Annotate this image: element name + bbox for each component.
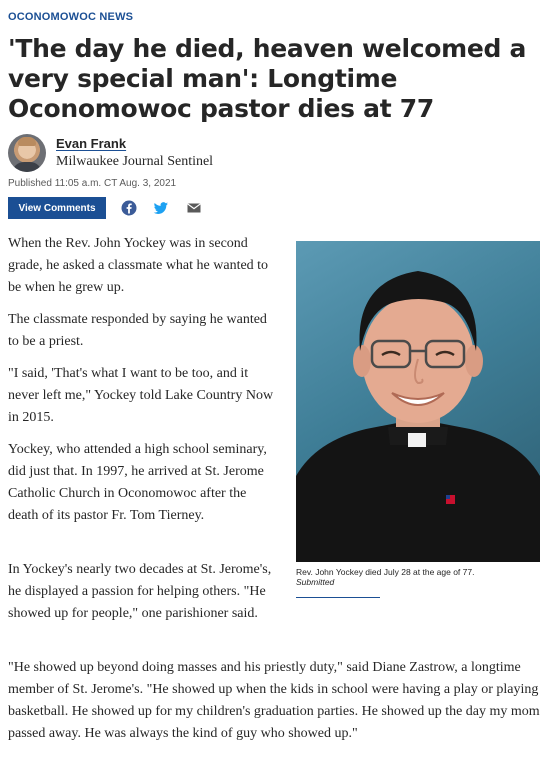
avatar-shirt (12, 162, 42, 172)
author-avatar[interactable] (8, 134, 46, 172)
article-photo[interactable] (296, 241, 540, 562)
avatar-hair (18, 137, 36, 146)
article-actions (8, 197, 308, 219)
caption-divider (296, 597, 380, 598)
photo-caption: Rev. John Yockey died July 28 at the age of 77. (296, 567, 475, 577)
headline: 'The day he died, heaven welcomed a very special man': Longtime Oconomowoc pastor dies at 77 (8, 34, 527, 123)
email-icon[interactable] (186, 200, 202, 216)
byline (8, 134, 408, 174)
body-paragraph-3: "I said, 'That's what I want to be too, and it never left me," Yockey told Lake Country Now in 2015. (8, 366, 274, 425)
published-timestamp: Published 11:05 a.m. CT Aug. 3, 2021 (8, 178, 177, 189)
portrait-illustration (296, 241, 540, 562)
view-comments-button[interactable]: View Comments (8, 197, 106, 219)
body-paragraph-5: In Yockey's nearly two decades at St. Jerome's, he displayed a passion for helping others. "He showed up for people," one parishioner said. (8, 562, 272, 621)
twitter-icon[interactable] (153, 200, 169, 216)
section-label[interactable]: OCONOMOWOC NEWS (8, 11, 134, 23)
author-organization: Milwaukee Journal Sentinel (56, 154, 214, 169)
author-name-link[interactable]: Evan Frank (56, 136, 127, 151)
body-paragraph-2: The classmate responded by saying he wanted to be a priest. (8, 312, 267, 349)
photo-credit: Submitted (296, 577, 335, 587)
body-paragraph-4: Yockey, who attended a high school seminary, did just that. In 1997, he arrived at St. Jerome Catholic Church in Oconomowoc after the death of its pastor Fr. Tom Tierney. (8, 442, 267, 523)
body-paragraph-1: When the Rev. John Yockey was in second grade, he asked a classmate what he wanted to be when he grew up. (8, 236, 269, 295)
body-paragraph-6: "He showed up beyond doing masses and his priestly duty," said Diane Zastrow, a longtime member of St. Jerome's. "He showed up when the kids in school were having a play or playing basketball. He showed up for my children's graduation parties. He showed up the day my mom passed away. He was always the kind of guy who showed up." (8, 660, 540, 741)
facebook-icon[interactable] (121, 200, 137, 216)
